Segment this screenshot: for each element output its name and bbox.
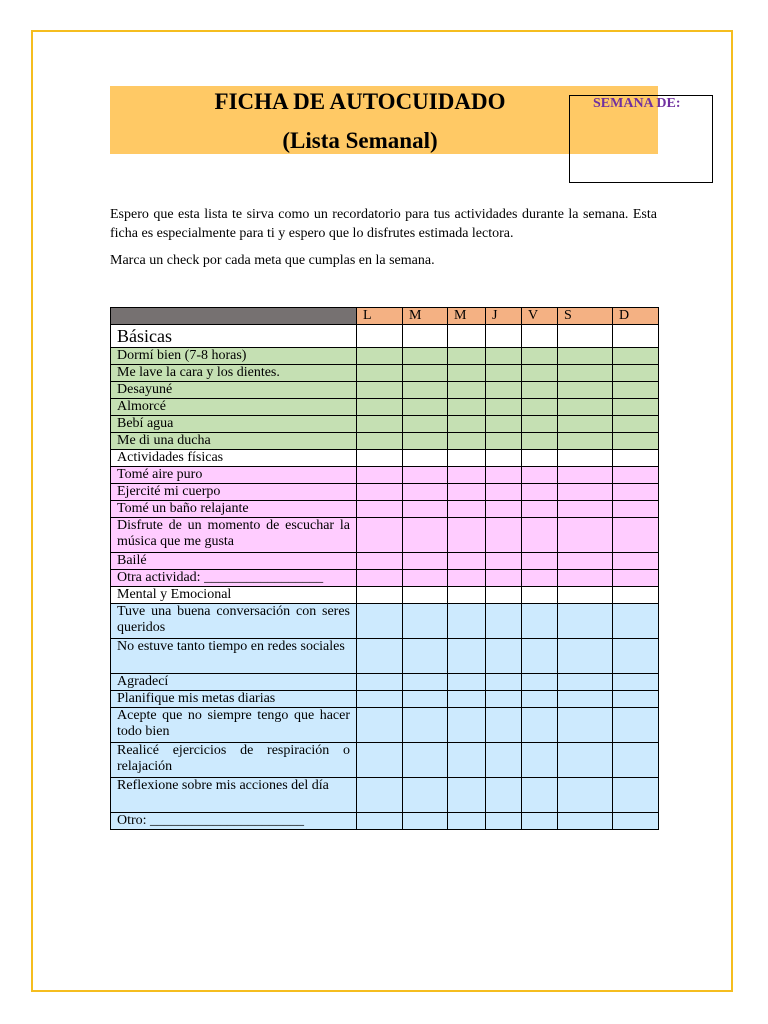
check-cell[interactable] — [613, 639, 659, 674]
day-header: D — [613, 308, 659, 325]
check-cell[interactable] — [522, 325, 558, 348]
check-cell[interactable] — [613, 604, 659, 639]
check-cell[interactable] — [613, 382, 659, 399]
activity-label: Desayuné — [111, 382, 357, 399]
checklist-table — [110, 307, 659, 830]
check-cell[interactable] — [613, 691, 659, 708]
check-cell[interactable] — [448, 587, 486, 604]
check-cell[interactable] — [558, 570, 613, 587]
check-cell[interactable] — [558, 450, 613, 467]
check-cell[interactable] — [613, 484, 659, 501]
check-cell[interactable] — [448, 518, 486, 553]
check-cell[interactable] — [613, 399, 659, 416]
check-cell[interactable] — [357, 501, 403, 518]
check-cell[interactable] — [403, 416, 448, 433]
activity-label: Otro: ______________________ — [111, 813, 357, 830]
check-cell[interactable] — [448, 325, 486, 348]
section-row — [111, 587, 659, 604]
check-cell[interactable] — [448, 433, 486, 450]
check-cell[interactable] — [486, 708, 522, 743]
check-cell[interactable] — [357, 570, 403, 587]
check-cell[interactable] — [448, 813, 486, 830]
check-cell[interactable] — [357, 743, 403, 778]
activity-label: Bailé — [111, 553, 357, 570]
check-cell[interactable] — [357, 450, 403, 467]
check-cell[interactable] — [558, 778, 613, 813]
section-label: Actividades físicas — [111, 450, 357, 467]
check-cell[interactable] — [558, 691, 613, 708]
check-cell[interactable] — [403, 639, 448, 674]
check-cell[interactable] — [613, 553, 659, 570]
check-cell[interactable] — [558, 743, 613, 778]
table-row — [111, 708, 659, 743]
check-cell[interactable] — [403, 604, 448, 639]
check-cell[interactable] — [522, 743, 558, 778]
activity-label: Acepte que no siempre tengo que hacer todo bien — [111, 708, 357, 743]
table-row — [111, 348, 659, 365]
check-cell[interactable] — [558, 674, 613, 691]
check-cell[interactable] — [357, 399, 403, 416]
check-cell[interactable] — [522, 348, 558, 365]
check-cell[interactable] — [357, 604, 403, 639]
check-cell[interactable] — [558, 365, 613, 382]
check-cell[interactable] — [357, 691, 403, 708]
check-cell[interactable] — [403, 399, 448, 416]
check-cell[interactable] — [522, 450, 558, 467]
check-cell[interactable] — [403, 484, 448, 501]
section-row — [111, 450, 659, 467]
check-cell[interactable] — [613, 587, 659, 604]
intro-paragraph: Espero que esta lista te sirva como un recordatorio para tus actividades durante la semana. Esta ficha es especialmente para ti y espero que lo disfrutes estimada lectora. — [110, 207, 657, 241]
check-cell[interactable] — [357, 348, 403, 365]
check-cell[interactable] — [448, 639, 486, 674]
check-cell[interactable] — [448, 778, 486, 813]
check-cell[interactable] — [522, 604, 558, 639]
check-cell[interactable] — [613, 743, 659, 778]
check-cell[interactable] — [486, 399, 522, 416]
check-cell[interactable] — [486, 691, 522, 708]
check-cell[interactable] — [558, 467, 613, 484]
activity-label: Disfrute de un momento de escuchar la música que me gusta — [111, 518, 357, 553]
section-label: Mental y Emocional — [111, 587, 357, 604]
check-cell[interactable] — [613, 365, 659, 382]
check-cell[interactable] — [448, 553, 486, 570]
check-cell[interactable] — [486, 518, 522, 553]
check-cell[interactable] — [448, 484, 486, 501]
check-cell[interactable] — [403, 467, 448, 484]
check-cell[interactable] — [486, 674, 522, 691]
check-cell[interactable] — [403, 570, 448, 587]
check-cell[interactable] — [558, 518, 613, 553]
check-cell[interactable] — [613, 450, 659, 467]
check-cell[interactable] — [522, 484, 558, 501]
check-cell[interactable] — [558, 433, 613, 450]
check-cell[interactable] — [357, 778, 403, 813]
check-cell[interactable] — [613, 518, 659, 553]
check-cell[interactable] — [448, 348, 486, 365]
page-subtitle: (Lista Semanal) — [282, 128, 438, 153]
check-cell[interactable] — [522, 691, 558, 708]
check-cell[interactable] — [357, 674, 403, 691]
table-row — [111, 743, 659, 778]
check-cell[interactable] — [613, 348, 659, 365]
check-cell[interactable] — [486, 553, 522, 570]
check-cell[interactable] — [486, 501, 522, 518]
check-cell[interactable] — [486, 639, 522, 674]
activity-label: Me lave la cara y los dientes. — [111, 365, 357, 382]
day-header: J — [486, 308, 522, 325]
check-cell[interactable] — [558, 708, 613, 743]
activity-label: Realicé ejercicios de respiración o relajación — [111, 743, 357, 778]
activity-label: Otra actividad: _________________ — [111, 570, 357, 587]
check-cell[interactable] — [522, 467, 558, 484]
check-cell[interactable] — [613, 570, 659, 587]
check-cell[interactable] — [613, 674, 659, 691]
check-cell[interactable] — [558, 639, 613, 674]
check-cell[interactable] — [486, 587, 522, 604]
check-cell[interactable] — [558, 484, 613, 501]
check-cell[interactable] — [448, 604, 486, 639]
check-cell[interactable] — [357, 639, 403, 674]
check-cell[interactable] — [448, 691, 486, 708]
check-cell[interactable] — [448, 743, 486, 778]
check-cell[interactable] — [448, 570, 486, 587]
check-cell[interactable] — [403, 450, 448, 467]
check-cell[interactable] — [357, 365, 403, 382]
check-cell[interactable] — [486, 743, 522, 778]
check-cell[interactable] — [357, 518, 403, 553]
check-cell[interactable] — [357, 382, 403, 399]
check-cell[interactable] — [486, 365, 522, 382]
table-row — [111, 570, 659, 587]
activity-label: Me di una ducha — [111, 433, 357, 450]
check-cell[interactable] — [486, 813, 522, 830]
check-cell[interactable] — [403, 518, 448, 553]
check-cell[interactable] — [522, 553, 558, 570]
check-cell[interactable] — [486, 484, 522, 501]
activity-label: Bebí agua — [111, 416, 357, 433]
table-header-row — [111, 308, 659, 325]
check-cell[interactable] — [403, 348, 448, 365]
check-cell[interactable] — [613, 433, 659, 450]
check-cell[interactable] — [403, 433, 448, 450]
check-cell[interactable] — [613, 416, 659, 433]
check-cell[interactable] — [486, 348, 522, 365]
check-cell[interactable] — [522, 674, 558, 691]
table-row — [111, 691, 659, 708]
check-cell[interactable] — [486, 325, 522, 348]
table-row — [111, 674, 659, 691]
day-header: S — [558, 308, 613, 325]
check-cell[interactable] — [403, 501, 448, 518]
check-cell[interactable] — [357, 587, 403, 604]
check-cell[interactable] — [403, 708, 448, 743]
header-corner — [111, 308, 357, 325]
table-row — [111, 604, 659, 639]
check-cell[interactable] — [558, 587, 613, 604]
day-header: L — [357, 308, 403, 325]
check-cell[interactable] — [486, 604, 522, 639]
check-cell[interactable] — [357, 708, 403, 743]
check-cell[interactable] — [448, 674, 486, 691]
check-cell[interactable] — [558, 813, 613, 830]
check-cell[interactable] — [558, 501, 613, 518]
check-cell[interactable] — [448, 399, 486, 416]
activity-label: Reflexione sobre mis acciones del día — [111, 778, 357, 813]
activity-label: Dormí bien (7-8 horas) — [111, 348, 357, 365]
check-cell[interactable] — [558, 325, 613, 348]
check-cell[interactable] — [357, 553, 403, 570]
check-cell[interactable] — [522, 399, 558, 416]
table-row — [111, 467, 659, 484]
check-cell[interactable] — [448, 382, 486, 399]
check-cell[interactable] — [486, 433, 522, 450]
check-cell[interactable] — [522, 587, 558, 604]
table-row — [111, 501, 659, 518]
check-cell[interactable] — [558, 553, 613, 570]
check-cell[interactable] — [486, 778, 522, 813]
check-cell[interactable] — [448, 708, 486, 743]
check-cell[interactable] — [522, 433, 558, 450]
check-cell[interactable] — [486, 382, 522, 399]
check-cell[interactable] — [558, 399, 613, 416]
check-cell[interactable] — [448, 450, 486, 467]
check-cell[interactable] — [403, 743, 448, 778]
section-label: Básicas — [111, 325, 357, 348]
table-row — [111, 813, 659, 830]
section-row — [111, 325, 659, 348]
check-cell[interactable] — [403, 691, 448, 708]
page-title: FICHA DE AUTOCUIDADO — [214, 89, 506, 114]
day-header: M — [448, 308, 486, 325]
check-cell[interactable] — [558, 604, 613, 639]
check-cell[interactable] — [448, 467, 486, 484]
check-cell[interactable] — [613, 501, 659, 518]
check-cell[interactable] — [522, 570, 558, 587]
check-cell[interactable] — [613, 325, 659, 348]
table-row — [111, 433, 659, 450]
check-cell[interactable] — [357, 484, 403, 501]
check-cell[interactable] — [403, 674, 448, 691]
activity-label: Tomé un baño relajante — [111, 501, 357, 518]
check-cell[interactable] — [486, 416, 522, 433]
check-cell[interactable] — [522, 501, 558, 518]
check-cell[interactable] — [522, 813, 558, 830]
activity-label: Planifique mis metas diarias — [111, 691, 357, 708]
check-cell[interactable] — [522, 365, 558, 382]
activity-label: Tuve una buena conversación con seres queridos — [111, 604, 357, 639]
check-cell[interactable] — [403, 587, 448, 604]
check-cell[interactable] — [613, 778, 659, 813]
table-row — [111, 399, 659, 416]
table-row — [111, 518, 659, 553]
week-label: SEMANA DE: — [593, 96, 681, 111]
table-row — [111, 484, 659, 501]
check-cell[interactable] — [448, 416, 486, 433]
instruction-paragraph: Marca un check por cada meta que cumplas en la semana. — [110, 253, 435, 268]
table-row — [111, 553, 659, 570]
check-cell[interactable] — [403, 325, 448, 348]
table-row — [111, 639, 659, 674]
check-cell[interactable] — [403, 778, 448, 813]
activity-label: Tomé aire puro — [111, 467, 357, 484]
check-cell[interactable] — [357, 325, 403, 348]
day-header: M — [403, 308, 448, 325]
check-cell[interactable] — [522, 518, 558, 553]
check-cell[interactable] — [486, 450, 522, 467]
check-cell[interactable] — [357, 433, 403, 450]
check-cell[interactable] — [403, 553, 448, 570]
check-cell[interactable] — [448, 365, 486, 382]
table-row — [111, 778, 659, 813]
check-cell[interactable] — [357, 467, 403, 484]
check-cell[interactable] — [613, 467, 659, 484]
check-cell[interactable] — [522, 382, 558, 399]
check-cell[interactable] — [613, 813, 659, 830]
check-cell[interactable] — [613, 708, 659, 743]
check-cell[interactable] — [486, 570, 522, 587]
activity-label: Agradecí — [111, 674, 357, 691]
check-cell[interactable] — [558, 416, 613, 433]
check-cell[interactable] — [522, 639, 558, 674]
check-cell[interactable] — [403, 813, 448, 830]
table-row — [111, 416, 659, 433]
day-header: V — [522, 308, 558, 325]
check-cell[interactable] — [522, 708, 558, 743]
check-cell[interactable] — [448, 501, 486, 518]
check-cell[interactable] — [403, 382, 448, 399]
activity-label: Almorcé — [111, 399, 357, 416]
check-cell[interactable] — [403, 365, 448, 382]
table-row — [111, 365, 659, 382]
check-cell[interactable] — [522, 416, 558, 433]
check-cell[interactable] — [357, 813, 403, 830]
check-cell[interactable] — [486, 467, 522, 484]
check-cell[interactable] — [558, 382, 613, 399]
activity-label: No estuve tanto tiempo en redes sociales — [111, 639, 357, 674]
check-cell[interactable] — [357, 416, 403, 433]
check-cell[interactable] — [558, 348, 613, 365]
check-cell[interactable] — [522, 778, 558, 813]
activity-label: Ejercité mi cuerpo — [111, 484, 357, 501]
table-row — [111, 382, 659, 399]
